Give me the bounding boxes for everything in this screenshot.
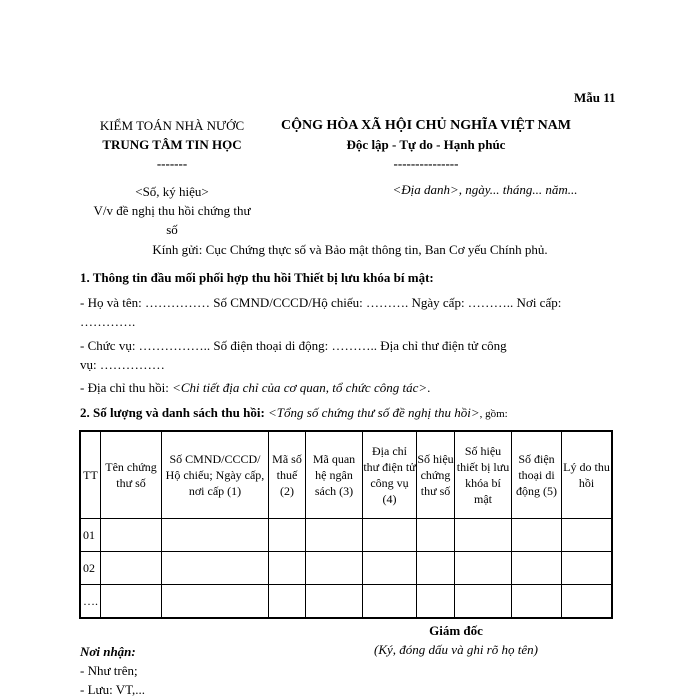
table-cell[interactable] — [363, 519, 417, 552]
header-device-serial: Số hiệu thiết bị lưu khóa bí mật — [455, 431, 512, 519]
contact-title-line-1: - Chức vụ: …………….. Số điện thoại di động: ……….. Địa chỉ thư điện tử công — [80, 338, 507, 353]
address-value: <Chi tiết địa chỉ của cơ quan, tổ chức công tác> — [172, 380, 428, 395]
header-tax-code: Mã số thuế (2) — [269, 431, 306, 519]
doc-ref-block — [82, 182, 262, 239]
address-suffix: . — [427, 380, 431, 395]
section1-heading: 1. Thông tin đầu mối phối hợp thu hồi Thiết bị lưu khóa bí mật: — [80, 270, 434, 285]
table-cell[interactable] — [306, 519, 363, 552]
header-tt: TT — [80, 431, 101, 519]
motto: Độc lập - Tự do - Hạnh phúc — [346, 137, 506, 152]
row-index: …. — [80, 585, 101, 619]
table-cell[interactable] — [101, 519, 162, 552]
right-header — [272, 116, 580, 173]
table-cell[interactable] — [162, 519, 269, 552]
table-cell[interactable] — [562, 519, 613, 552]
table-cell[interactable] — [306, 585, 363, 619]
table-cell[interactable] — [269, 585, 306, 619]
recipient-item: - Như trên; — [80, 663, 138, 678]
address-prefix: - Địa chỉ thu hồi: — [80, 380, 173, 395]
place-date: <Địa danh>, ngày... tháng... năm... — [392, 182, 578, 197]
salutation: Kính gửi: Cục Chứng thực số và Bảo mật thông tin, Ban Cơ yếu Chính phủ. — [152, 242, 548, 257]
table-header-row — [80, 431, 612, 519]
table-cell[interactable] — [562, 552, 613, 585]
table-cell[interactable] — [455, 585, 512, 619]
table-row — [80, 519, 612, 552]
table-cell[interactable] — [455, 519, 512, 552]
subject-line-1: V/v đề nghị thu hồi chứng thư — [93, 203, 251, 218]
row-index: 02 — [80, 552, 101, 585]
table-cell[interactable] — [101, 585, 162, 619]
table-cell[interactable] — [417, 519, 455, 552]
header-cert-serial: Số hiệu chứng thư số — [417, 431, 455, 519]
table-cell[interactable] — [363, 552, 417, 585]
table-cell[interactable] — [101, 552, 162, 585]
table-cell[interactable] — [363, 585, 417, 619]
section2-heading-italic: <Tổng số chứng thư số đề nghị thu hồi> — [268, 405, 480, 420]
nation-title: CỘNG HÒA XÃ HỘI CHỦ NGHĨA VIỆT NAM — [280, 118, 571, 133]
form-code: Mẫu 11 — [574, 90, 616, 105]
left-header — [82, 116, 262, 173]
doc-number: <Số, ký hiệu> — [135, 184, 209, 199]
header-budget-code: Mã quan hệ ngân sách (3) — [306, 431, 363, 519]
contact-title-line-2: vụ: …………… — [80, 357, 165, 372]
contact-name-line-2: …………. — [80, 314, 136, 329]
table-cell[interactable] — [162, 585, 269, 619]
revocation-table — [79, 430, 613, 619]
subject-line-2: số — [166, 222, 178, 237]
table-cell[interactable] — [562, 585, 613, 619]
table-row — [80, 552, 612, 585]
table-cell[interactable] — [417, 585, 455, 619]
contact-name-line-1: - Họ và tên: …………… Số CMND/CCCD/Hộ chiếu: ………. Ngày cấp: ……….. Nơi cấp: — [80, 295, 562, 310]
header-reason: Lý do thu hồi — [562, 431, 613, 519]
table-cell[interactable] — [512, 552, 562, 585]
recipients-heading: Nơi nhận: — [80, 644, 136, 659]
signature-title: Giám đốc — [429, 623, 483, 638]
row-index: 01 — [80, 519, 101, 552]
org-line-2: TRUNG TÂM TIN HỌC — [102, 137, 242, 152]
address-line — [80, 378, 620, 398]
header-phone: Số điện thoại di động (5) — [512, 431, 562, 519]
header-cert-name: Tên chứng thư số — [101, 431, 162, 519]
table-cell[interactable] — [162, 552, 269, 585]
recipients-block — [80, 642, 145, 699]
section2-heading-suffix: , gồm: — [479, 408, 508, 420]
signature-note: (Ký, đóng dấu và ghi rõ họ tên) — [374, 642, 538, 657]
recipient-item: - Lưu: VT,... — [80, 682, 146, 697]
table-cell[interactable] — [306, 552, 363, 585]
left-divider: ------- — [156, 156, 188, 171]
org-line-1: KIỂM TOÁN NHÀ NƯỚC — [99, 118, 245, 133]
section2-heading-line — [80, 403, 620, 424]
section2-heading: 2. Số lượng và danh sách thu hồi: — [80, 405, 269, 420]
table-cell[interactable] — [512, 519, 562, 552]
header-email: Địa chỉ thư điện tử công vụ (4) — [363, 431, 417, 519]
table-cell[interactable] — [512, 585, 562, 619]
table-cell[interactable] — [417, 552, 455, 585]
table-cell[interactable] — [269, 552, 306, 585]
header-id-number: Số CMND/CCCD/ Hộ chiếu; Ngày cấp, nơi cấp (1) — [162, 431, 269, 519]
table-row — [80, 585, 612, 619]
table-cell[interactable] — [455, 552, 512, 585]
right-divider: --------------- — [393, 156, 459, 171]
table-cell[interactable] — [269, 519, 306, 552]
